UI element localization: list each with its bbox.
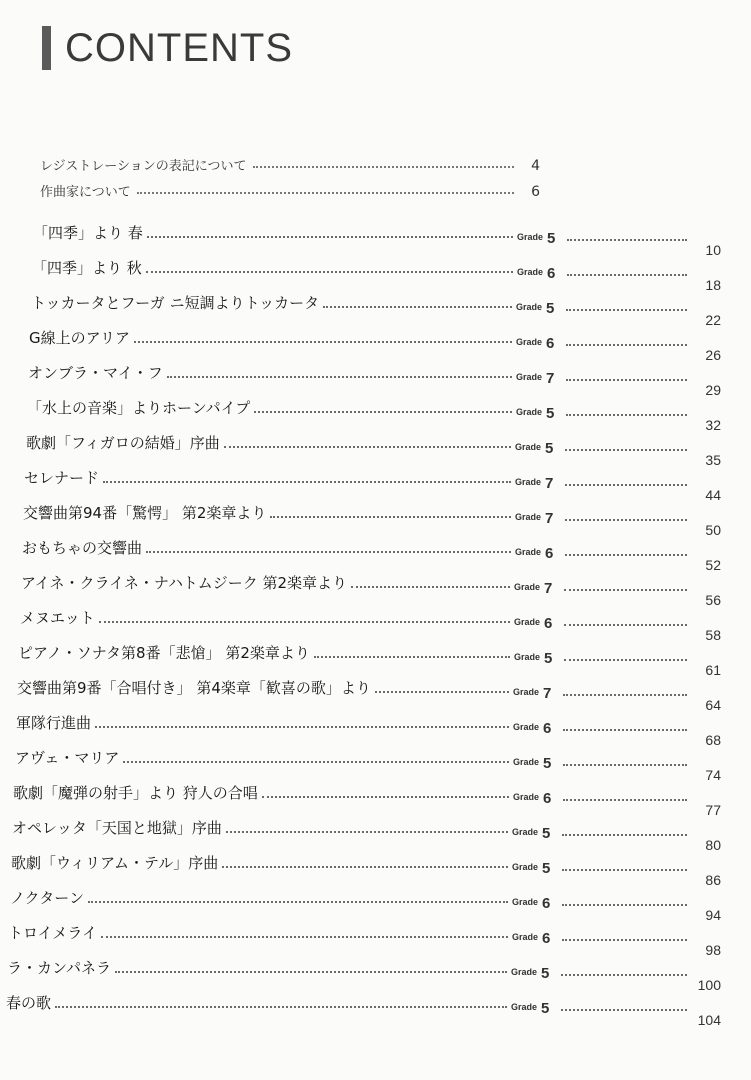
entry-title: オペレッタ「天国と地獄」序曲 xyxy=(12,819,222,837)
page-number: 77 xyxy=(705,802,721,818)
intro-item-title: レジストレーションの表記について xyxy=(40,159,247,174)
dot-leader xyxy=(146,271,513,273)
grade-badge xyxy=(511,1000,549,1017)
toc-entry xyxy=(0,846,751,888)
entry-title: セレナード xyxy=(24,469,100,487)
intro-item-page: 4 xyxy=(531,158,540,174)
grade-number: 5 xyxy=(547,230,556,247)
grade-badge xyxy=(517,265,555,282)
grade-number: 5 xyxy=(546,300,555,317)
grade-label: Grade xyxy=(515,442,542,452)
grade-number: 5 xyxy=(542,860,551,877)
toc-entry xyxy=(0,566,751,608)
grade-number: 6 xyxy=(543,720,552,737)
entry-title: アヴェ・マリア xyxy=(15,749,120,767)
entry-title: ラ・カンパネラ xyxy=(7,959,111,977)
dot-leader xyxy=(134,341,512,343)
grade-label: Grade xyxy=(513,722,540,732)
grade-number: 5 xyxy=(541,965,550,982)
page-number: 52 xyxy=(705,557,721,573)
grade-badge xyxy=(513,685,551,702)
grade-badge xyxy=(512,825,550,842)
grade-number: 5 xyxy=(541,1000,550,1017)
title-accent-bar xyxy=(42,26,51,70)
grade-badge xyxy=(512,930,550,947)
page-number: 32 xyxy=(705,417,721,433)
entry-title: 歌劇「フィガロの結婚」序曲 xyxy=(26,434,220,452)
grade-badge xyxy=(515,475,553,492)
grade-label: Grade xyxy=(517,267,544,277)
page-number: 44 xyxy=(705,487,721,503)
entry-title: 「水上の音楽」よりホーンパイプ xyxy=(27,399,251,417)
grade-number: 5 xyxy=(544,650,553,667)
grade-badge xyxy=(514,650,552,667)
toc-entry xyxy=(0,391,751,433)
page-number: 22 xyxy=(705,312,721,328)
toc-entry xyxy=(0,916,751,958)
dot-leader xyxy=(262,796,509,798)
entry-title: ノクターン xyxy=(10,889,84,907)
page-number: 29 xyxy=(705,382,721,398)
entry-title: トッカータとフーガ ニ短調よりトッカータ xyxy=(31,294,320,312)
grade-label: Grade xyxy=(515,512,542,522)
page-number: 94 xyxy=(705,907,721,923)
dot-leader xyxy=(563,799,687,801)
grade-badge xyxy=(516,370,554,387)
toc-entry xyxy=(0,636,751,678)
toc-entry xyxy=(0,601,751,643)
dot-leader xyxy=(226,831,508,833)
grade-number: 6 xyxy=(544,615,553,632)
toc-entry xyxy=(0,706,751,748)
grade-badge xyxy=(514,580,552,597)
page-number: 26 xyxy=(705,347,721,363)
dot-leader xyxy=(101,936,508,938)
dot-leader xyxy=(314,656,510,658)
dot-leader xyxy=(566,414,687,416)
grade-number: 5 xyxy=(543,755,552,772)
grade-label: Grade xyxy=(511,967,538,977)
dot-leader xyxy=(565,554,687,556)
page-number: 61 xyxy=(705,662,721,678)
dot-leader xyxy=(565,484,687,486)
grade-number: 7 xyxy=(543,685,552,702)
grade-badge xyxy=(513,755,551,772)
entry-title: オンブラ・マイ・フ xyxy=(28,364,163,382)
toc-entry xyxy=(0,986,751,1028)
dot-leader xyxy=(565,449,687,451)
entry-title: アイネ・クライネ・ナハトムジーク 第2楽章より xyxy=(21,574,348,592)
toc-entry xyxy=(0,286,751,328)
dot-leader xyxy=(567,274,687,276)
entry-title: ピアノ・ソナタ第8番「悲愴」 第2楽章より xyxy=(18,644,310,662)
grade-number: 6 xyxy=(542,930,551,947)
dot-leader xyxy=(566,379,687,381)
toc-entry xyxy=(0,321,751,363)
toc-entry xyxy=(0,881,751,923)
grade-badge xyxy=(512,895,550,912)
grade-badge xyxy=(516,405,554,422)
dot-leader xyxy=(564,624,687,626)
dot-leader xyxy=(147,236,513,238)
grade-number: 6 xyxy=(543,790,552,807)
grade-label: Grade xyxy=(514,582,541,592)
dot-leader xyxy=(563,764,687,766)
grade-label: Grade xyxy=(513,687,540,697)
page-number: 104 xyxy=(697,1012,721,1028)
dot-leader xyxy=(123,761,509,763)
page-number: 56 xyxy=(705,592,721,608)
grade-label: Grade xyxy=(513,757,540,767)
dot-leader xyxy=(563,694,687,696)
grade-label: Grade xyxy=(515,477,542,487)
toc-entry xyxy=(0,426,751,468)
grade-badge xyxy=(513,790,551,807)
entry-title: 「四季」より 秋 xyxy=(32,259,142,277)
grade-label: Grade xyxy=(512,932,539,942)
page-number: 80 xyxy=(705,837,721,853)
grade-number: 6 xyxy=(542,895,551,912)
grade-label: Grade xyxy=(512,827,539,837)
grade-number: 7 xyxy=(546,370,555,387)
entry-title: おもちゃの交響曲 xyxy=(22,539,143,557)
grade-badge xyxy=(516,300,554,317)
grade-badge xyxy=(511,965,549,982)
intro-item xyxy=(40,174,540,200)
toc-entry xyxy=(0,531,751,573)
contents-header xyxy=(42,24,293,72)
grade-badge xyxy=(516,335,554,352)
grade-number: 7 xyxy=(545,475,554,492)
dot-leader xyxy=(351,586,510,588)
toc-entry xyxy=(0,741,751,783)
dot-leader xyxy=(115,971,507,973)
grade-badge xyxy=(515,510,553,527)
dot-leader xyxy=(254,411,512,413)
grade-badge xyxy=(513,720,551,737)
toc-list xyxy=(0,216,751,1028)
entry-title: G線上のアリア xyxy=(29,329,131,347)
entry-title: 軍隊行進曲 xyxy=(16,714,92,732)
dot-leader xyxy=(167,376,512,378)
grade-number: 5 xyxy=(546,405,555,422)
page-number: 58 xyxy=(705,627,721,643)
page-number: 98 xyxy=(705,942,721,958)
grade-number: 6 xyxy=(545,545,554,562)
grade-badge xyxy=(515,545,553,562)
toc-entry xyxy=(0,251,751,293)
dot-leader xyxy=(375,691,509,693)
grade-badge xyxy=(512,860,550,877)
entry-title: 歌劇「魔弾の射手」より 狩人の合唱 xyxy=(13,784,258,802)
dot-leader xyxy=(55,1006,507,1008)
dot-leader xyxy=(146,551,511,553)
grade-badge xyxy=(515,440,553,457)
grade-label: Grade xyxy=(516,407,543,417)
grade-badge xyxy=(517,230,555,247)
toc-entry xyxy=(0,496,751,538)
grade-number: 5 xyxy=(542,825,551,842)
dot-leader xyxy=(222,866,508,868)
toc-entry xyxy=(0,671,751,713)
dot-leader xyxy=(562,834,687,836)
page-number: 18 xyxy=(705,277,721,293)
grade-number: 6 xyxy=(546,335,555,352)
dot-leader xyxy=(103,481,511,483)
entry-title: メヌエット xyxy=(20,609,95,627)
entry-title: 交響曲第9番「合唱付き」 第4楽章「歓喜の歌」より xyxy=(17,679,371,697)
page-title: CONTENTS xyxy=(65,25,293,70)
dot-leader xyxy=(562,904,687,906)
toc-entry xyxy=(0,776,751,818)
grade-number: 7 xyxy=(544,580,553,597)
entry-title: トロイメライ xyxy=(8,924,97,942)
toc-entry xyxy=(0,356,751,398)
dot-leader xyxy=(95,726,509,728)
grade-label: Grade xyxy=(514,617,541,627)
grade-label: Grade xyxy=(516,302,543,312)
entry-title: 交響曲第94番「驚愕」 第2楽章より xyxy=(23,504,267,522)
toc-entry xyxy=(0,951,751,993)
page-number: 10 xyxy=(705,242,721,258)
grade-badge xyxy=(514,615,552,632)
page-number: 100 xyxy=(697,977,721,993)
grade-label: Grade xyxy=(514,652,541,662)
toc-entry xyxy=(0,461,751,503)
dot-leader xyxy=(253,166,514,168)
entry-title: 歌劇「ウィリアム・テル」序曲 xyxy=(11,854,219,872)
grade-label: Grade xyxy=(516,337,543,347)
page-number: 68 xyxy=(705,732,721,748)
grade-number: 6 xyxy=(547,265,556,282)
grade-label: Grade xyxy=(512,897,539,907)
dot-leader xyxy=(566,344,687,346)
grade-label: Grade xyxy=(515,547,542,557)
page-number: 74 xyxy=(705,767,721,783)
dot-leader xyxy=(565,519,687,521)
dot-leader xyxy=(323,306,512,308)
page-number: 86 xyxy=(705,872,721,888)
grade-label: Grade xyxy=(516,372,543,382)
intro-list xyxy=(40,148,540,200)
dot-leader xyxy=(224,446,511,448)
dot-leader xyxy=(566,309,687,311)
intro-item xyxy=(40,148,540,174)
dot-leader xyxy=(567,239,687,241)
grade-number: 5 xyxy=(545,440,554,457)
dot-leader xyxy=(564,589,687,591)
page-number: 64 xyxy=(705,697,721,713)
dot-leader xyxy=(561,974,687,976)
toc-entry xyxy=(0,811,751,853)
grade-number: 7 xyxy=(545,510,554,527)
intro-item-title: 作曲家について xyxy=(40,185,131,200)
dot-leader xyxy=(564,659,687,661)
grade-label: Grade xyxy=(511,1002,538,1012)
intro-item-page: 6 xyxy=(531,184,540,200)
dot-leader xyxy=(561,1009,687,1011)
dot-leader xyxy=(99,621,510,623)
dot-leader xyxy=(562,939,687,941)
grade-label: Grade xyxy=(512,862,539,872)
dot-leader xyxy=(137,192,514,194)
entry-title: 春の歌 xyxy=(6,994,52,1012)
dot-leader xyxy=(88,901,508,903)
toc-entry xyxy=(0,216,751,258)
dot-leader xyxy=(562,869,687,871)
grade-label: Grade xyxy=(513,792,540,802)
page-number: 50 xyxy=(705,522,721,538)
entry-title: 「四季」より 春 xyxy=(33,224,143,242)
grade-label: Grade xyxy=(517,232,544,242)
page-number: 35 xyxy=(705,452,721,468)
dot-leader xyxy=(270,516,511,518)
dot-leader xyxy=(563,729,687,731)
